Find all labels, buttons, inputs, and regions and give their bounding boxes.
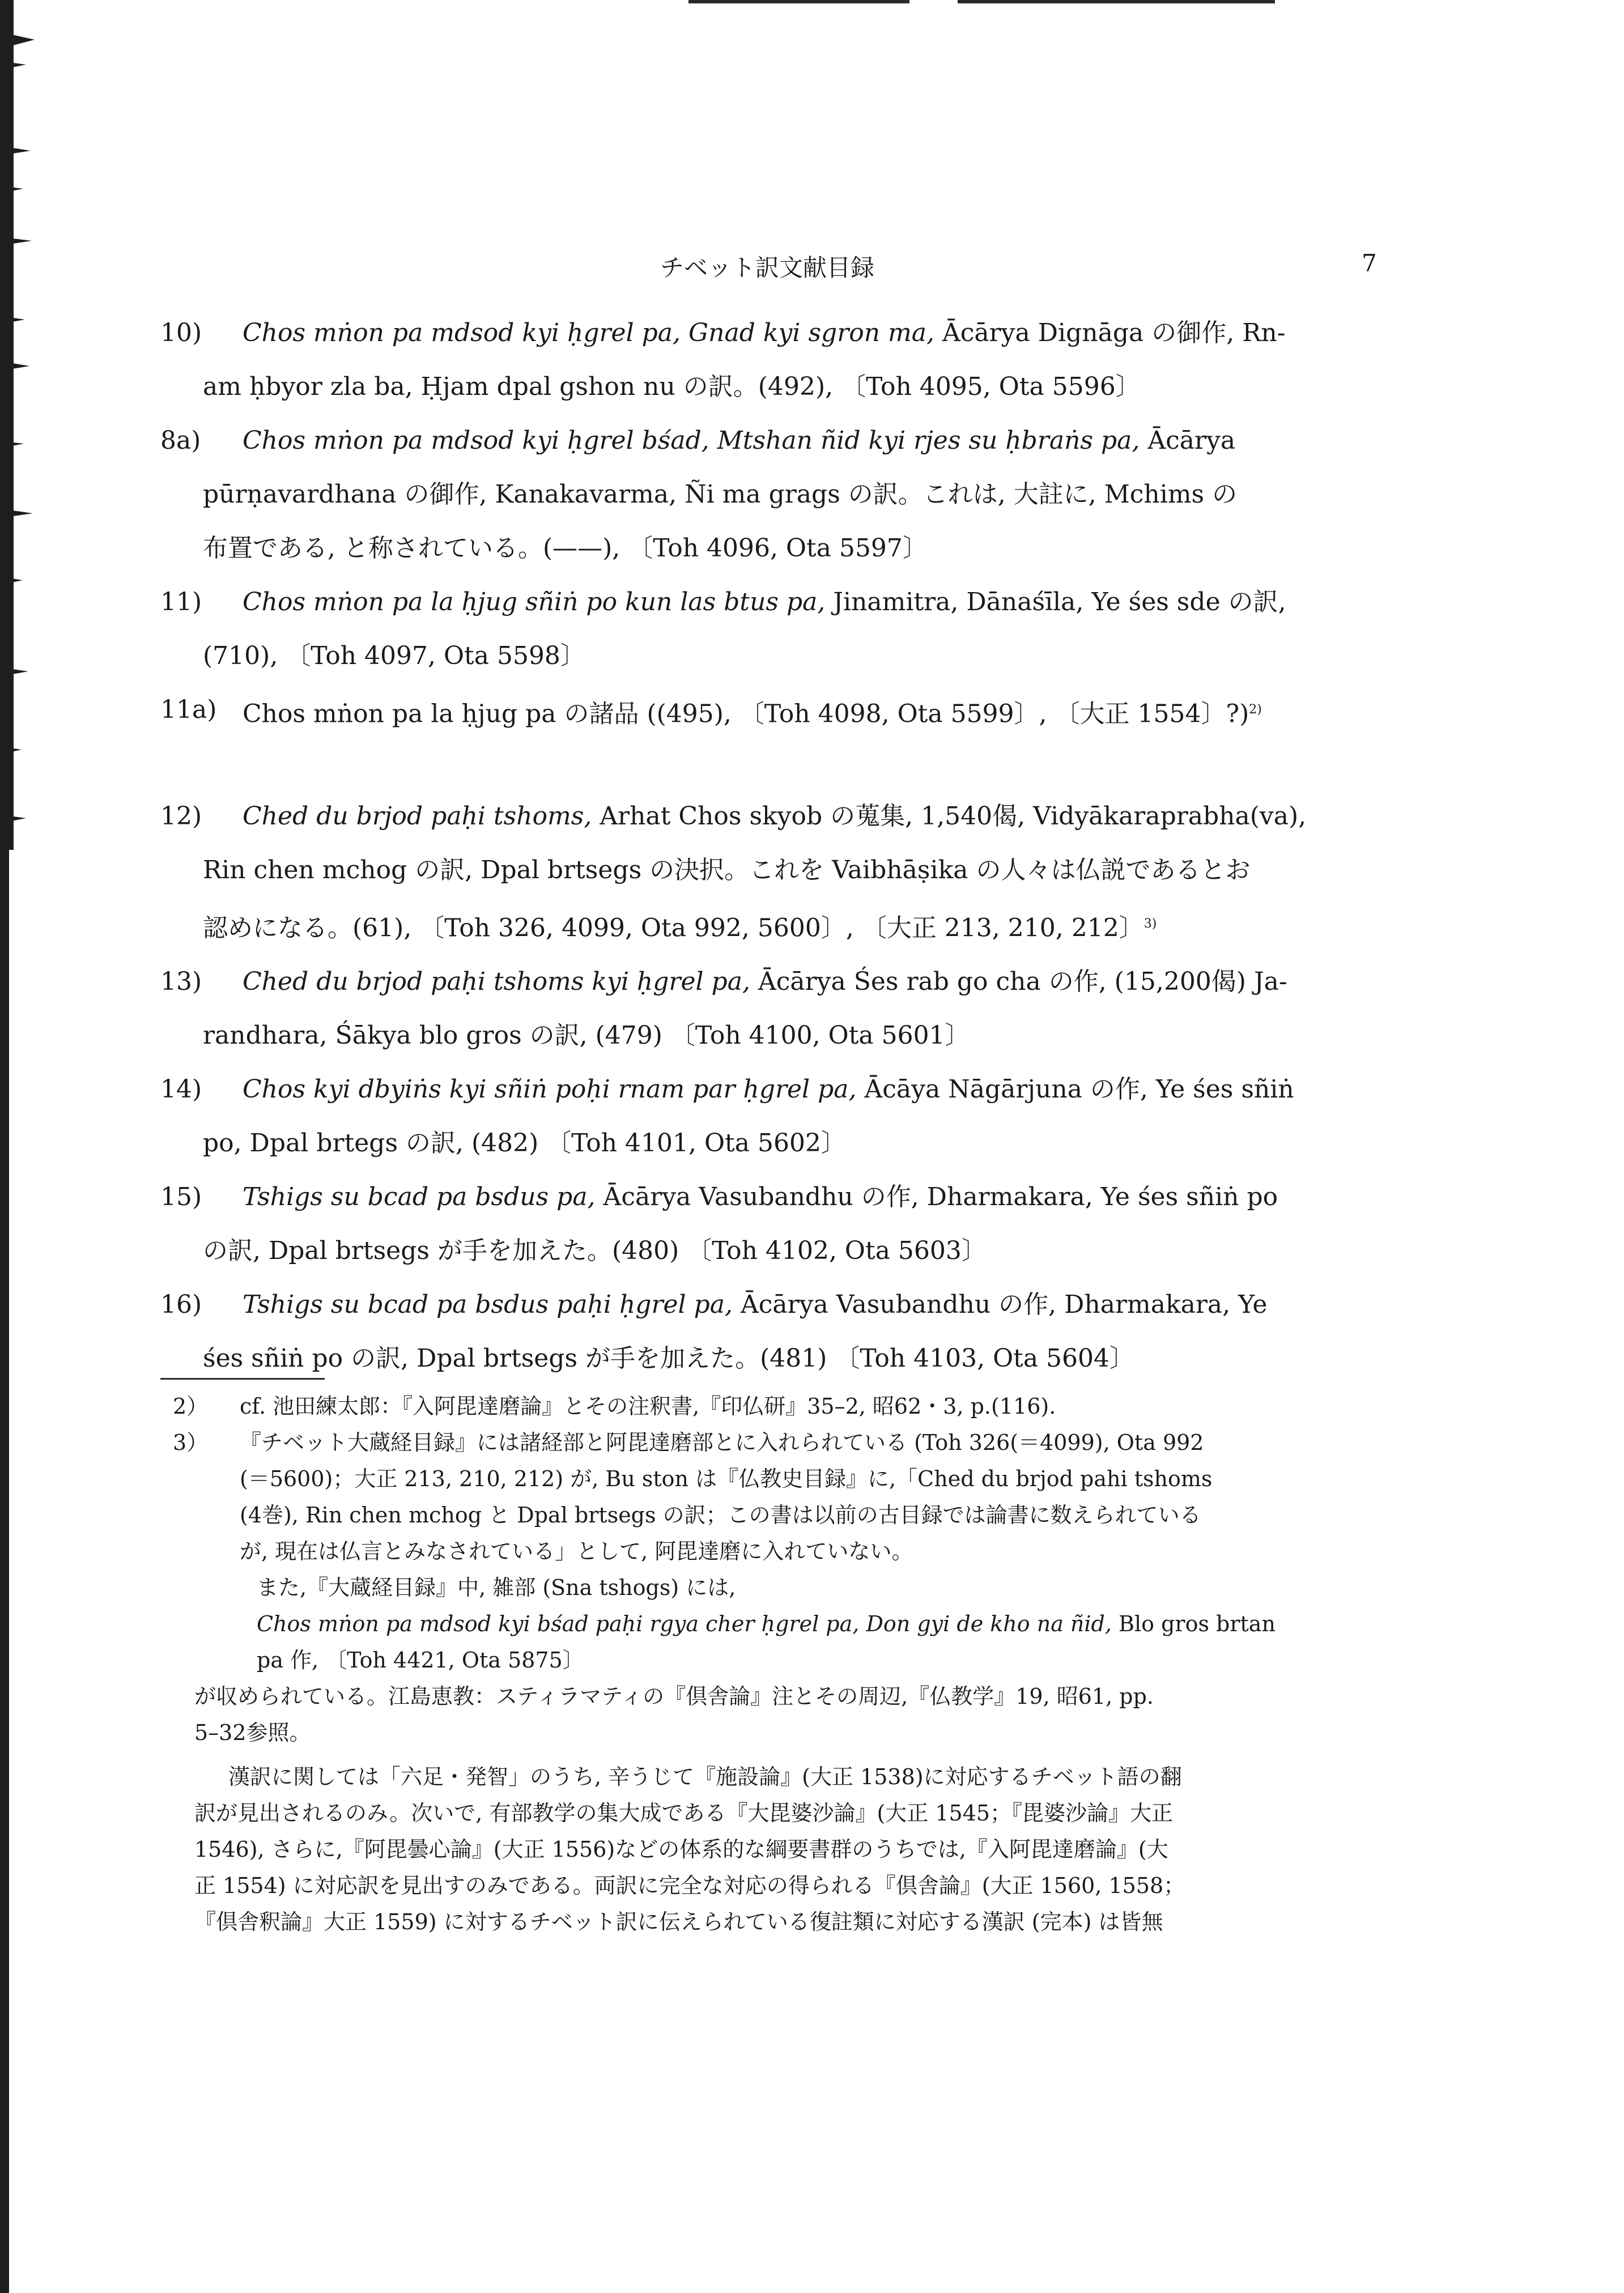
- footnote-line: 1546), さらに,『阿毘曇心論』(大正 1556)などの体系的な綱要書群のうちでは,『入阿毘達磨論』(大: [194, 1837, 1168, 1862]
- entry-line: [160, 955, 1387, 1009]
- footnote-2: [160, 1388, 1390, 1424]
- entry-number: 12): [160, 801, 202, 831]
- entry-text: po, Dpal brtegs の訳, (482) 〔Toh 4101, Ota 5602〕: [203, 1129, 846, 1158]
- bibliography-entries: [160, 306, 1387, 1385]
- cited-title-italic: Chos mṅon pa mdsod kyi bśad paḥi rgya cher ḥgrel pa, Don gyi de kho na ñid,: [257, 1611, 1112, 1636]
- binding-marks: [9, 0, 43, 850]
- top-edge-rule: [958, 0, 1275, 3]
- page-number: 7: [1362, 249, 1377, 277]
- entry-line: [160, 843, 1387, 897]
- entry-line: [160, 683, 1387, 741]
- entry-text: Ācārya Vasubandhu の作, Dharmakara, Ye: [732, 1290, 1268, 1320]
- bibliography-entry: [160, 955, 1387, 1062]
- entry-title-italic: Chos mṅon pa mdsod kyi ḥgrel pa, Gnad kyi sgron ma,: [243, 318, 934, 347]
- entry-text: Ācāya Nāgārjuna の作, Ye śes sñiṅ: [856, 1075, 1294, 1104]
- entry-line: [160, 897, 1387, 955]
- entry-text: 布置である, と称されている。(——), 〔Toh 4096, Ota 5597〕: [203, 534, 928, 563]
- entry-line: [160, 1116, 1387, 1170]
- entry-number: 15): [160, 1182, 202, 1212]
- entry-text: am ḥbyor zla ba, Ḥjam dpal gshon nu の訳。(492), 〔Toh 4095, Ota 5596〕: [203, 372, 1141, 401]
- entry-title-italic: Ched du brjod paḥi tshoms kyi ḥgrel pa,: [243, 967, 750, 997]
- running-title: チベット訳文献目録: [660, 254, 875, 282]
- entry-title-italic: Tshigs su bcad pa bsdus pa,: [243, 1182, 596, 1212]
- entry-line: [160, 306, 1387, 360]
- entry-number: 8a): [160, 426, 201, 455]
- entry-line: [160, 360, 1387, 414]
- entry-text: randhara, Śākya blo gros の訳, (479) 〔Toh 4100, Ota 5601〕: [203, 1021, 970, 1050]
- entry-line: [160, 1062, 1387, 1116]
- entry-title-italic: Chos kyi dbyiṅs kyi sñiṅ poḥi rnam par ḥgrel pa,: [243, 1075, 857, 1104]
- entry-text: Ācārya Vasubandhu の作, Dharmakara, Ye śes sñiṅ po: [595, 1182, 1278, 1212]
- entry-text: Arhat Chos skyob の蒐集, 1,540偈, Vidyākaraprabha(va),: [592, 801, 1307, 831]
- footnote-line: 訳が見出されるのみ。次いで, 有部教学の集大成である『大毘婆沙論』(大正 1545；『毘婆沙論』大正: [194, 1801, 1174, 1826]
- footnote-line: 5–32参照。: [194, 1720, 311, 1745]
- bibliography-entry: [160, 575, 1387, 683]
- entry-line: [160, 1009, 1387, 1062]
- bibliography-entry: [160, 306, 1387, 414]
- entry-text: 認めになる。(61), 〔Toh 326, 4099, Ota 992, 5600〕, 〔大正 213, 210, 212〕: [203, 913, 1144, 943]
- entry-text: śes sñiṅ po の訳, Dpal brtsegs が手を加えた。(481) 〔Toh 4103, Ota 5604〕: [203, 1344, 1135, 1373]
- footnote-marker-2[interactable]: 2): [1249, 703, 1262, 717]
- entry-title-italic: Chos mṅon pa la ḥjug sñiṅ po kun las btus pa,: [243, 588, 826, 616]
- entry-text: Rin chen mchog の訳, Dpal brtsegs の決択。これを Vaibhāṣika の人々は仏説であるとお: [203, 855, 1251, 884]
- bibliography-entry: [160, 1062, 1387, 1170]
- entry-number: 13): [160, 967, 202, 997]
- entry-text: Ācārya Śes rab go cha の作, (15,200偈) Ja-: [750, 967, 1287, 997]
- entry-text: Chos mṅon pa la ḥjug pa の諸品 ((495), 〔Toh 4098, Ota 5599〕, 〔大正 1554〕?): [243, 699, 1249, 729]
- cited-title-author: Blo gros brtan: [1111, 1611, 1276, 1636]
- entry-line: [160, 575, 1387, 629]
- entry-title-italic: Ched du brjod paḥi tshoms,: [243, 801, 592, 831]
- entry-text: (710), 〔Toh 4097, Ota 5598〕: [203, 641, 585, 670]
- footnotes: [160, 1388, 1390, 1940]
- entry-line: [160, 521, 1387, 575]
- footnote-number: 2）: [173, 1394, 209, 1419]
- bibliography-entry: [160, 789, 1387, 955]
- binding-edge: [0, 0, 9, 2293]
- footnote-line: (＝5600)；大正 213, 210, 212) が, Bu ston は『仏教史目録』に,「Ched du brjod pahi tshoms: [240, 1466, 1213, 1491]
- footnote-line: が, 現在は仏言とみなされている」として, 阿毘達磨に入れていない。: [240, 1539, 913, 1564]
- entry-number: 11): [160, 588, 202, 616]
- entry-title-italic: Chos mṅon pa mdsod kyi ḥgrel bśad, Mtshan ñid kyi rjes su ḥbraṅs pa,: [243, 426, 1140, 455]
- footnote-number: 3）: [173, 1430, 209, 1455]
- footnote-line: 正 1554) に対応訳を見出すのみである。両訳に完全な対応の得られる『倶舎論』(大正 1560, 1558；: [194, 1873, 1185, 1898]
- footnote-text: cf. 池田練太郎：『入阿毘達磨論』とその注釈書,『印仏研』35–2, 昭62・3, p.(116).: [240, 1394, 1056, 1419]
- entry-number: 14): [160, 1075, 202, 1104]
- entry-line: [160, 629, 1387, 683]
- entry-line: [160, 414, 1387, 467]
- footnote-line: 『倶舎釈論』大正 1559) に対するチベット訳に伝えられている復註類に対応する漢訳 (完本) は皆無: [194, 1909, 1163, 1934]
- entry-line: [160, 1224, 1387, 1278]
- footnote-line: 『チベット大蔵経目録』には諸経部と阿毘達磨部とに入れられている (Toh 326(＝4099), Ota 992: [240, 1430, 1204, 1455]
- footnote-marker-3[interactable]: 3): [1143, 916, 1157, 931]
- entry-number: 16): [160, 1290, 202, 1320]
- footnote-3: [160, 1424, 1390, 1569]
- entry-text: pūrṇavardhana の御作, Kanakavarma, Ñi ma grags の訳。これは, 大註に, Mchims の: [203, 480, 1238, 509]
- entry-text: Ācārya Dignāga の御作, Rn-: [934, 318, 1286, 347]
- footnote-line: が収められている。江島恵教：スティラマティの『倶舎論』注とその周辺,『仏教学』19, 昭61, pp.: [194, 1684, 1154, 1709]
- entry-line: [160, 1331, 1387, 1385]
- entry-text: Jinamitra, Dānaśīla, Ye śes sde の訳,: [825, 588, 1286, 616]
- footnote-line: pa 作, 〔Toh 4421, Ota 5875〕: [257, 1648, 584, 1673]
- footnote-line: 漢訳に関しては「六足・発智」のうち, 辛うじて『施設論』(大正 1538)に対応するチベット語の翻: [228, 1764, 1182, 1789]
- entry-line: [160, 1170, 1387, 1224]
- entry-number: 11a): [160, 695, 217, 724]
- entry-number: 10): [160, 318, 202, 347]
- bibliography-entry: [160, 414, 1387, 575]
- entry-line: [160, 1278, 1387, 1331]
- running-header: [0, 249, 1624, 289]
- footnote-line: (4巻), Rin chen mchog と Dpal brtsegs の訳；この書は以前の古目録では論書に数えられている: [240, 1503, 1201, 1528]
- entry-title-italic: Tshigs su bcad pa bsdus paḥi ḥgrel pa,: [243, 1290, 733, 1320]
- top-edge-rule: [688, 0, 909, 3]
- bibliography-entry: [160, 1278, 1387, 1385]
- entry-line: [160, 789, 1387, 843]
- footnote-rule: [160, 1378, 325, 1380]
- bibliography-entry: [160, 1170, 1387, 1278]
- entry-text: Ācārya: [1140, 426, 1236, 455]
- bibliography-entry: [160, 683, 1387, 741]
- section-gap: [160, 741, 1387, 789]
- entry-text: の訳, Dpal brtsegs が手を加えた。(480) 〔Toh 4102, Ota 5603〕: [203, 1236, 987, 1266]
- footnote-cited-title: [160, 1606, 1390, 1642]
- footnote-line: また,『大蔵経目録』中, 雑部 (Sna tshogs) には,: [257, 1575, 736, 1600]
- entry-line: [160, 467, 1387, 521]
